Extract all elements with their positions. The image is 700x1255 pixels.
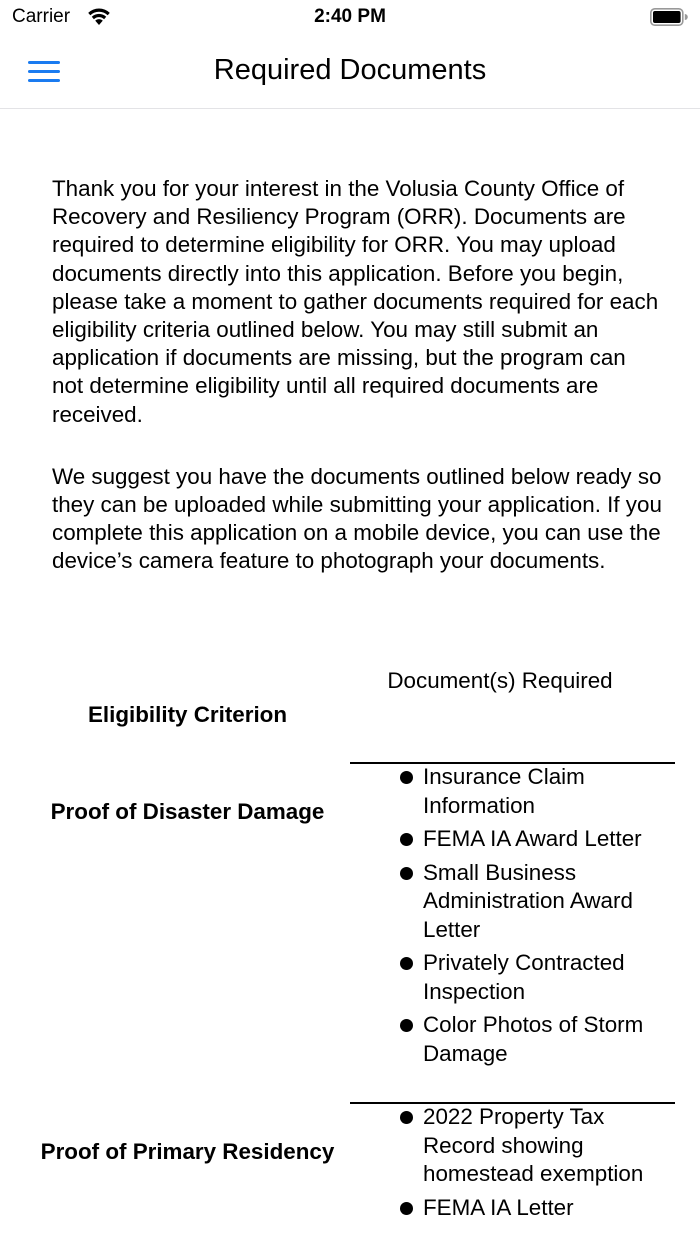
document-item: Insurance Claim Information	[400, 763, 670, 820]
criterion-label: Proof of Primary Residency	[40, 1139, 335, 1164]
document-item: FEMA IA Award Letter	[400, 825, 670, 854]
document-list	[400, 763, 670, 1073]
requirements-table	[0, 655, 700, 1255]
status-bar	[0, 0, 700, 36]
page-title: Required Documents	[213, 54, 487, 86]
document-item: Small Business Administration Award Letter	[400, 859, 670, 945]
documents-column-header: Document(s) Required	[387, 668, 613, 693]
status-time: 2:40 PM	[314, 6, 386, 27]
document-item: Privately Contracted Inspection	[400, 949, 670, 1006]
carrier-label: Carrier	[12, 6, 71, 27]
document-item: 2022 Property Tax Record showing homestead exemption	[400, 1103, 670, 1189]
suggestion-paragraph: We suggest you have the documents outlined below ready so they can be uploaded while submitting your application. If you complete this application on a mobile device, you can use the device’s camera feature to photograph your documents.	[52, 463, 662, 574]
criterion-label: Proof of Disaster Damage	[50, 799, 325, 824]
battery-icon	[650, 8, 688, 26]
document-list	[400, 1103, 670, 1227]
intro-section	[52, 175, 662, 576]
navigation-bar	[0, 36, 700, 109]
document-item: FEMA IA Letter	[400, 1194, 670, 1223]
document-item: Color Photos of Storm Damage	[400, 1011, 670, 1068]
criterion-column-header: Eligibility Criterion	[87, 702, 288, 727]
intro-paragraph: Thank you for your interest in the Volusia County Office of Recovery and Resiliency Program (ORR). Documents are required to determine eligibility for ORR. You may upload documents directly into this application. Before you begin, please take a moment to gather documents required for each eligibility criteria outlined below. You may still submit an application if documents are missing, but the program can not determine eligibility until all required documents are received.	[52, 176, 659, 427]
